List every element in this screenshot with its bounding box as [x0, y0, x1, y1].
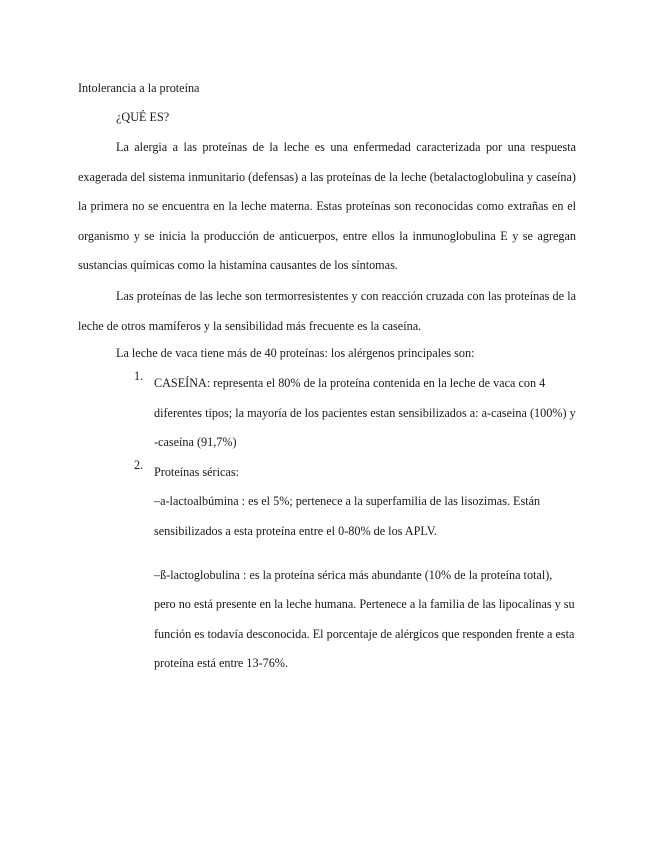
page-title: Intolerancia a la proteína — [78, 81, 200, 95]
sub-paragraph-lactoglobulin: ‒ß-lactoglobulina : es la proteína sérica más abundante (10% de la proteína total), pero no está presente en la leche humana. Pertenece a la familia de las lipocalinas y su función es todavía desconocida. El porcentaje de alérgicos que responden frente a esta proteína está entre 13-76%. — [154, 567, 575, 671]
list-intro: La leche de vaca tiene más de 40 proteínas: los alérgenos principales son: — [116, 346, 475, 360]
paragraph-definition: La alergia a las proteínas de la leche es una enfermedad caracterizada por una respuesta exagerada del sistema inmunitario (defensas) a las proteínas de la leche (betalactoglobulina y caseína) la primera no se encuentra en la leche materna. Estas proteínas son reconocidas como extrañas en el organismo y se inicia la producción de anticuerpos, entre ellos la inmunoglobulina E y se agregan sustancias químicas como la histamina causantes de los síntomas. — [78, 140, 576, 273]
allergen-list — [134, 369, 576, 679]
list-number: 2. — [134, 457, 144, 472]
section-heading: ¿QUÉ ES? — [116, 110, 170, 124]
list-item-text: CASEÍNA: representa el 80% de la proteína contenida en la leche de vaca con 4 diferentes tipos; la mayoría de los pacientes estan sensibilizados a: a-caseina (100%) y -caseína (91,7%) — [154, 376, 576, 450]
list-number: 1. — [134, 369, 144, 383]
list-item — [134, 369, 576, 458]
sub-paragraph-lactalbumin: ‒a-lactoalbúmina : es el 5%; pertenece a la superfamilia de las lisozimas. Están sensibilizados a esta proteína entre el 0-80% de los APLV. — [154, 494, 541, 538]
list-item — [134, 458, 576, 679]
paragraph-thermoresistance: Las proteínas de las leche son termorresistentes y con reacción cruzada con las proteínas de la leche de otros mamíferos y la sensibilidad más frecuente es la caseína. — [78, 289, 576, 333]
list-item-text: Proteínas séricas: — [154, 464, 239, 479]
